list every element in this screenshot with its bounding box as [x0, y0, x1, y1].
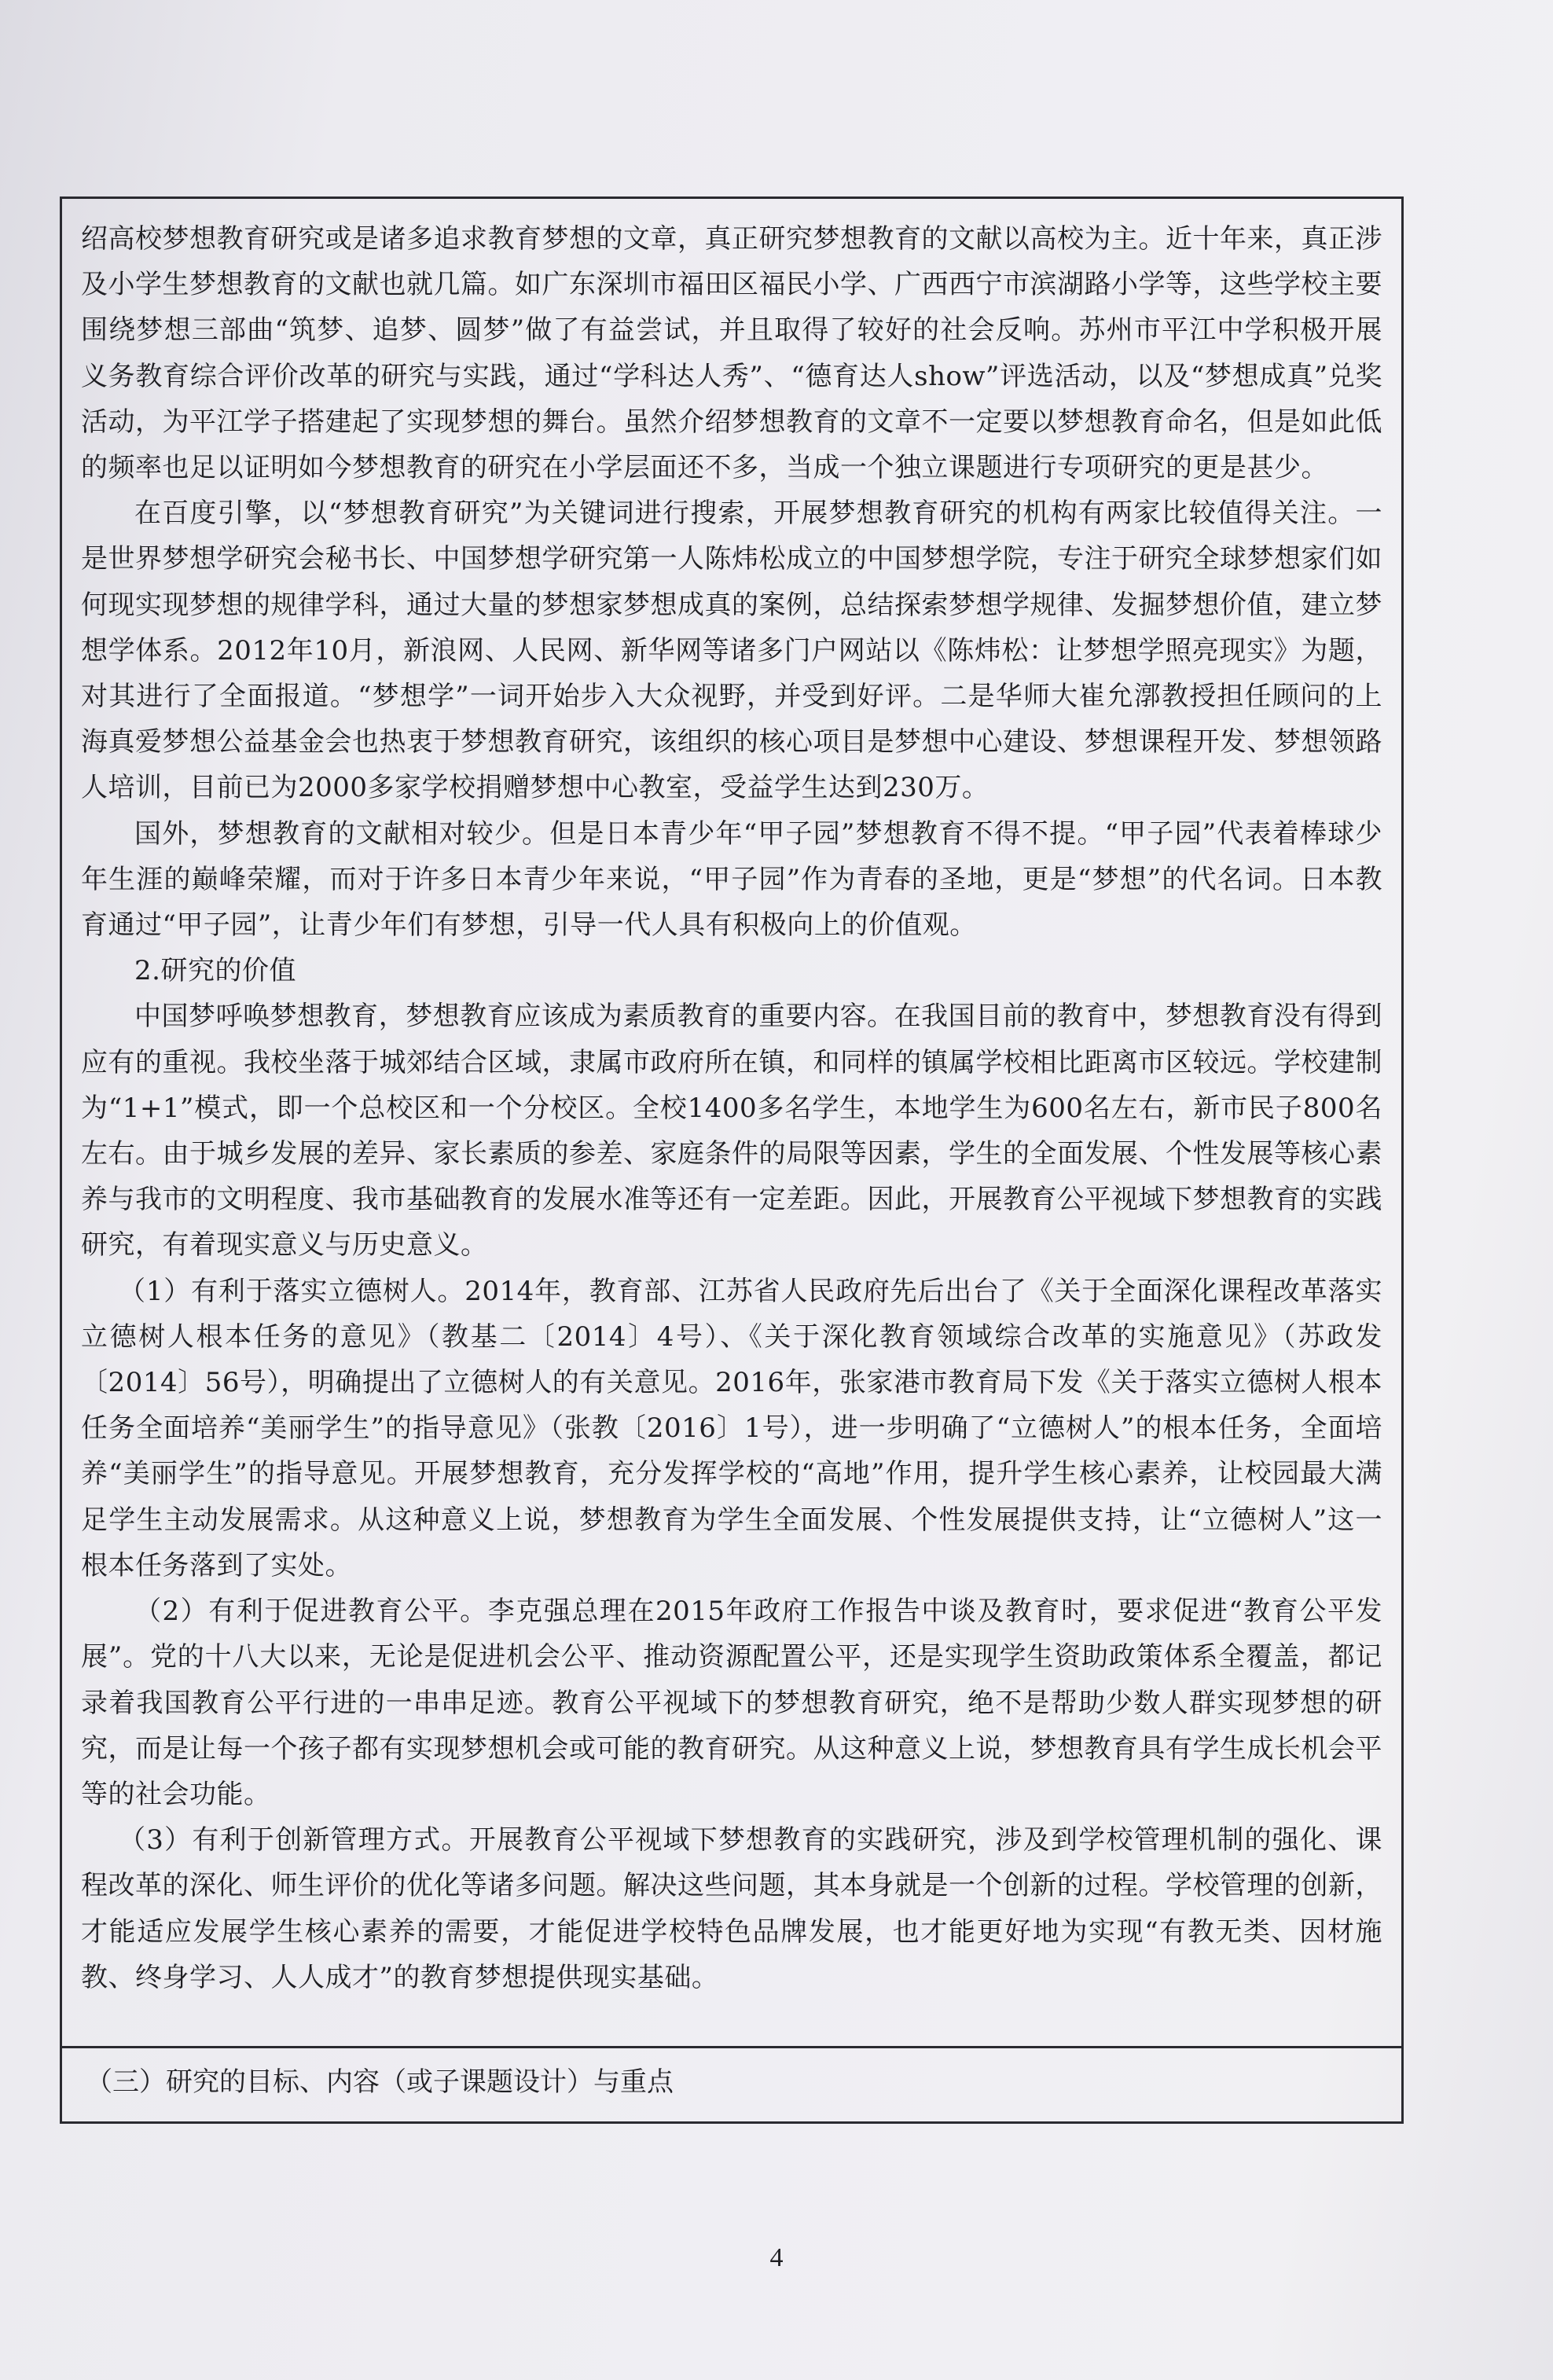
page-number: 4	[769, 2243, 784, 2272]
paragraph-value-3: （3）有利于创新管理方式。开展教育公平视域下梦想教育的实践研究，涉及到学校管理机制的强化、课程改革的深化、师生评价的优化等诸多问题。解决这些问题，其本身就是一个创新的过程。学校管理的创新，才能适应发展学生核心素养的需要，才能促进学校特色品牌发展，也才能更好地为实现“有教无类、因材施教、终身学习、人人成才”的教育梦想提供现实基础。	[81, 1824, 1382, 1993]
content-cell	[62, 199, 1401, 2048]
paragraph-baidu-search: 在百度引擎，以“梦想教育研究”为关键词进行搜索，开展梦想教育研究的机构有两家比较值得关注。一是世界梦想学研究会秘书长、中国梦想学研究第一人陈炜松成立的中国梦想学院，专注于研究全球梦想家们如何现实现梦想的规律学科，通过大量的梦想家梦想成真的案例，总结探索梦想学规律、发掘梦想价值，建立梦想学体系。2012年10月，新浪网、人民网、新华网等诸多门户网站以《陈炜松：让梦想学照亮现实》为题，对其进行了全面报道。“梦想学”一词开始步入大众视野，并受到好评。二是华师大崔允漷教授担任顾问的上海真爱梦想公益基金会也热衷于梦想教育研究，该组织的核心项目是梦想中心建设、梦想课程开发、梦想领路人培训，目前已为2000多家学校捐赠梦想中心教室，受益学生达到230万。	[81, 498, 1382, 804]
subheading-research-value: 2.研究的价值	[134, 955, 296, 987]
paragraph-value-1: （1）有利于落实立德树人。2014年，教育部、江苏省人民政府先后出台了《关于全面深化课程改革落实立德树人根本任务的意见》（教基二〔2014〕4号）、《关于深化教育领域综合改革的实施意见》（苏政发〔2014〕56号），明确提出了立德树人的有关意见。2016年，张家港市教育局下发《关于落实立德树人根本任务全面培养“美丽学生”的指导意见》（张教〔2016〕1号），进一步明确了“立德树人”的根本任务，全面培养“美丽学生”的指导意见。开展梦想教育，充分发挥学校的“高地”作用，提升学生核心素养，让校园最大满足学生主动发展需求。从这种意义上说，梦想教育为学生全面发展、个性发展提供支持，让“立德树人”这一根本任务落到了实处。	[81, 1275, 1382, 1581]
paragraph-literature-foreign: 国外，梦想教育的文献相对较少。但是日本青少年“甲子园”梦想教育不得不提。“甲子园”代表着棒球少年生涯的巅峰荣耀，而对于许多日本青少年来说，“甲子园”作为青春的圣地，更是“梦想”的代名词。日本教育通过“甲子园”，让青少年们有梦想，引导一代人具有积极向上的价值观。	[81, 817, 1382, 942]
paragraph-research-value: 中国梦呼唤梦想教育，梦想教育应该成为素质教育的重要内容。在我国目前的教育中，梦想教育没有得到应有的重视。我校坐落于城郊结合区域，隶属市政府所在镇，和同样的镇属学校相比距离市区较远。学校建制为“1+1”模式，即一个总校区和一个分校区。全校1400多名学生，本地学生为600名左右，新市民子800名左右。由于城乡发展的差异、家长素质的参差、家庭条件的局限等因素，学生的全面发展、个性发展等核心素养与我市的文明程度、我市基础教育的发展水准等还有一定差距。因此，开展教育公平视域下梦想教育的实践研究，有着现实意义与历史意义。	[81, 1001, 1382, 1262]
report-form-table	[60, 196, 1404, 2124]
paragraph-literature-domestic: 绍高校梦想教育研究或是诸多追求教育梦想的文章，真正研究梦想教育的文献以高校为主。近十年来，真正涉及小学生梦想教育的文献也就几篇。如广东深圳市福田区福民小学、广西西宁市滨湖路小学等，这些学校主要围绕梦想三部曲“筑梦、追梦、圆梦”做了有益尝试，并且取得了较好的社会反响。苏州市平江中学积极开展义务教育综合评价改革的研究与实践，通过“学科达人秀”、“德育达人show”评选活动，以及“梦想成真”兑奖活动，为平江学子搭建起了实现梦想的舞台。虽然介绍梦想教育的文章不一定要以梦想教育命名，但是如此低的频率也足以证明如今梦想教育的研究在小学层面还不多，当成一个独立课题进行专项研究的更是甚少。	[81, 223, 1382, 484]
section-heading: （三）研究的目标、内容（或子课题设计）与重点	[86, 2066, 674, 2098]
paragraph-value-2: （2）有利于促进教育公平。李克强总理在2015年政府工作报告中谈及教育时，要求促进“教育公平发展”。党的十八大以来，无论是促进机会公平、推动资源配置公平，还是实现学生资助政策体系全覆盖，都记录着我国教育公平行进的一串串足迹。教育公平视域下的梦想教育研究，绝不是帮助少数人群实现梦想的研究，而是让每一个孩子都有实现梦想机会或可能的教育研究。从这种意义上说，梦想教育具有学生成长机会平等的社会功能。	[81, 1596, 1382, 1810]
